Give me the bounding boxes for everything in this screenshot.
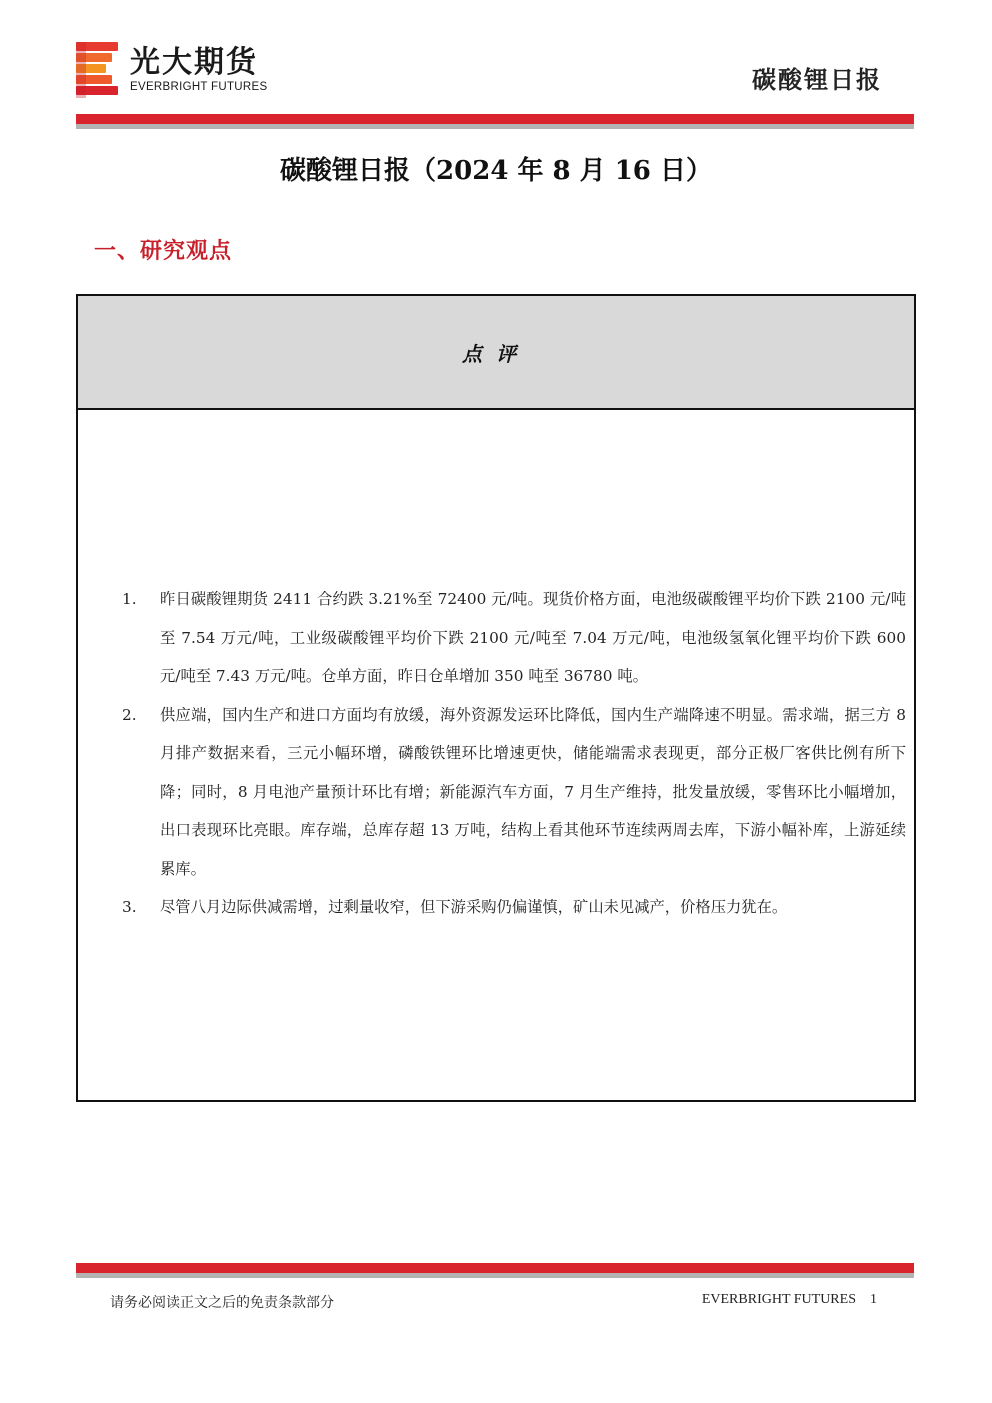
comment-box (76, 294, 916, 1102)
list-item-text: 供应端，国内生产和进口方面均有放缓，海外资源发运环比降低，国内生产端降速不明显。需求端，据三方 8 月排产数据来看，三元小幅环增，磷酸铁锂环比增速更快，储能端需求表现更，部分正极厂客供比例有所下降；同时，8 月电池产量预计环比有增；新能源汽车方面，7 月生产维持，批发量放缓，零售环比小幅增加，出口表现环比亮眼。库存端，总库存超 13 万吨，结构上看其他环节连续两周去库，下游小幅补库，上游延续累库。 (160, 705, 906, 878)
footer-disclaimer: 请务必阅读正文之后的免责条款部分 (110, 1295, 334, 1311)
list-item-number: 2. (122, 705, 137, 724)
list-item-text: 昨日碳酸锂期货 2411 合约跌 3.21%至 72400 元/吨。现货价格方面，电池级碳酸锂平均价下跌 2100 元/吨至 7.54 万元/吨，工业级碳酸锂平均价下跌 2100 元/吨至 7.04 万元/吨，电池级氢氧化锂平均价下跌 600 元/吨至 7.43 万元/吨。仓单方面，昨日仓单增加 350 吨至 36780 吨。 (160, 590, 906, 685)
comment-box-header: 点评 (78, 296, 914, 410)
header-rule-grey (76, 124, 914, 129)
company-logo (76, 42, 267, 98)
page-number: 1 (870, 1292, 877, 1307)
footer-rule-grey (76, 1273, 914, 1278)
section-heading: 一、研究观点 (94, 239, 233, 264)
document-title: 碳酸锂日报（2024 年 8 月 16 日） (280, 156, 712, 186)
footer-brand-page (702, 1292, 877, 1308)
comment-list (122, 580, 906, 927)
list-item-number: 3. (122, 898, 137, 916)
footer-rule-red (76, 1263, 914, 1273)
logo-name-en: EVERBRIGHT FUTURES (130, 81, 268, 93)
everbright-logo-icon (76, 42, 118, 98)
logo-name-cn: 光大期货 (130, 45, 258, 80)
list-item (122, 696, 906, 889)
list-item-number: 1. (122, 590, 137, 608)
header-report-type: 碳酸锂日报 (752, 66, 882, 94)
list-item-text: 尽管八月边际供减需增，过剩量收窄，但下游采购仍偏谨慎，矿山未见减产，价格压力犹在。 (160, 898, 788, 916)
footer-brand: EVERBRIGHT FUTURES (701, 1292, 856, 1307)
header-rule-red (76, 114, 914, 124)
list-item (122, 580, 906, 696)
list-item (122, 888, 906, 927)
